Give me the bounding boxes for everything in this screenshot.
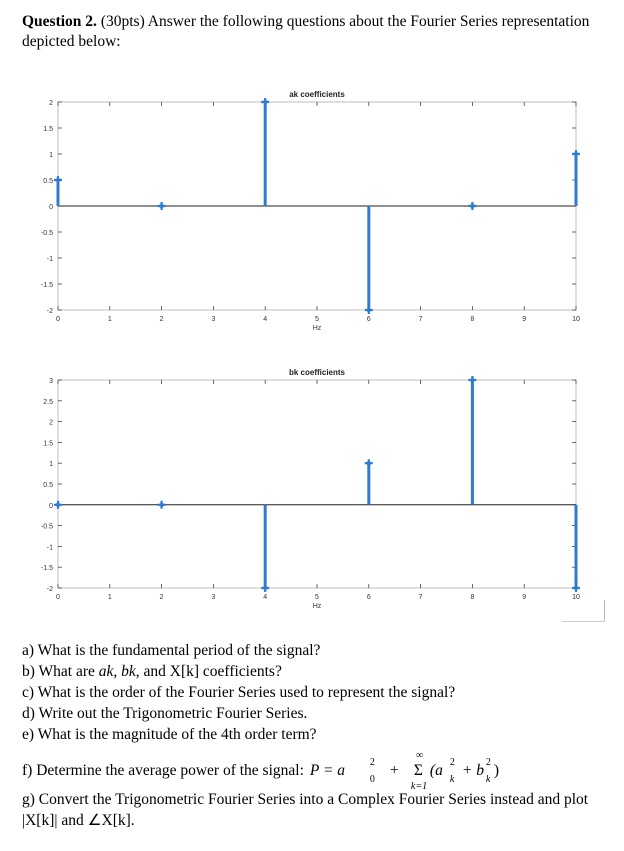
bk-title: bk coefficients xyxy=(288,368,346,377)
question-b-sep: , xyxy=(113,663,122,680)
formula-sum-lower: k=1 xyxy=(410,781,428,792)
ak-point-4 xyxy=(263,100,267,104)
ak-ytick-label: 0.5 xyxy=(43,178,53,185)
formula-ak-sub: k xyxy=(449,774,455,785)
formula-paren-close: ) xyxy=(493,762,500,779)
bk-xlabel: Hz xyxy=(312,603,322,610)
bk-svg xyxy=(22,362,582,618)
ak-ytick-label: -1 xyxy=(46,256,53,263)
ak-ytick-label: 1.5 xyxy=(43,126,53,133)
bk-ytick-label: 0 xyxy=(49,502,53,510)
bk-xtick-label: 5 xyxy=(315,594,319,601)
bk-xtick-label: 8 xyxy=(470,594,475,601)
bk-ytick-label: 0.5 xyxy=(43,482,53,489)
bk-point-2 xyxy=(159,503,163,507)
question-b-prefix: b) What are xyxy=(22,663,99,680)
formula-a0-sup: 2 xyxy=(369,757,375,768)
ak-coefficients-plot xyxy=(22,84,582,340)
average-power-formula xyxy=(309,750,520,792)
formula-plus-b: + b xyxy=(461,762,484,779)
ak-xtick-label: 8 xyxy=(470,316,475,323)
divider-vertical xyxy=(604,600,605,622)
question-a: a) What is the fundamental period of the signal? xyxy=(22,642,321,659)
question-b-ak: ak xyxy=(98,663,114,680)
bk-ytick-label: 2.5 xyxy=(43,398,53,406)
bk-xtick-label: 0 xyxy=(56,594,60,601)
formula-plus: + xyxy=(389,762,399,779)
bk-ytick-label: 3 xyxy=(49,378,53,385)
ak-xtick-label: 9 xyxy=(522,316,527,323)
question-c: c) What is the order of the Fourier Series used to represent the signal? xyxy=(22,684,456,701)
bk-xtick-label: 1 xyxy=(107,594,112,601)
question-b-bk: bk xyxy=(121,663,136,680)
ak-xtick-label: 5 xyxy=(315,316,319,323)
bk-ytick-label: -0.5 xyxy=(40,523,53,531)
question-number: Question 2. xyxy=(22,13,97,30)
formula-a0-sub: 0 xyxy=(369,774,375,785)
ak-xtick-label: 4 xyxy=(263,316,268,323)
question-f-text: f) Determine the average power of the signal: xyxy=(22,762,304,779)
ak-point-10 xyxy=(574,152,578,156)
formula-bk-sup: 2 xyxy=(485,757,491,768)
ak-title: ak coefficients xyxy=(289,90,345,99)
ak-ytick-label: 1 xyxy=(49,152,53,159)
bk-xtick-label: 9 xyxy=(522,594,527,601)
question-g: g) Convert the Trigonometric Fourier Series into a Complex Fourier Series instead and plot |X[k]| and ∠X[k]. xyxy=(22,791,589,829)
bk-xtick-label: 4 xyxy=(263,594,268,601)
formula-sum-upper: ∞ xyxy=(415,750,424,761)
ak-ytick-label: 0 xyxy=(49,204,53,211)
bk-ytick-label: -1 xyxy=(46,544,53,552)
bk-xtick-label: 2 xyxy=(159,594,164,601)
ak-point-0 xyxy=(56,178,60,182)
ak-xtick-label: 3 xyxy=(211,316,216,323)
question-d: d) Write out the Trigonometric Fourier Series. xyxy=(22,705,308,722)
ak-xtick-label: 0 xyxy=(56,316,60,323)
question-list xyxy=(22,640,612,831)
ak-xtick-label: 10 xyxy=(572,316,580,323)
ak-xlabel: Hz xyxy=(312,325,322,332)
question-points: (30pts) xyxy=(100,13,145,30)
ak-xtick-label: 6 xyxy=(366,316,371,323)
ak-ytick-label: -1.5 xyxy=(40,282,53,289)
bk-point-6 xyxy=(367,461,371,465)
ak-xtick-label: 2 xyxy=(159,316,164,323)
bk-ytick-label: -1.5 xyxy=(40,565,53,573)
bk-frame xyxy=(58,380,576,588)
ak-point-6 xyxy=(367,308,371,312)
formula-sigma: Σ xyxy=(413,762,423,779)
bk-ytick-label: 1 xyxy=(49,461,53,469)
bk-ytick-label: 1.5 xyxy=(43,440,53,448)
ak-ytick-label: 2 xyxy=(49,100,53,107)
ak-xtick-label: 1 xyxy=(107,316,112,323)
bk-ytick-label: 2 xyxy=(49,419,53,427)
ak-ytick-label: -2 xyxy=(46,308,53,315)
formula-paren-open: (a xyxy=(429,762,443,779)
bk-xtick-label: 6 xyxy=(366,594,371,601)
question-b xyxy=(22,661,612,682)
ak-point-8 xyxy=(470,204,474,208)
question-e: e) What is the magnitude of the 4th order term? xyxy=(22,726,317,743)
bk-point-10 xyxy=(574,586,578,590)
bk-coefficients-plot xyxy=(22,362,582,618)
bk-xtick-label: 3 xyxy=(211,594,216,601)
formula-lhs: P = a xyxy=(309,762,346,779)
question-intro: Answer the following questions about the Fourier Series representation depicted below: xyxy=(22,13,590,50)
bk-point-0 xyxy=(56,503,60,507)
bk-xtick-label: 10 xyxy=(572,594,580,601)
question-header xyxy=(22,12,612,52)
formula-bk-sub: k xyxy=(485,774,491,785)
question-b-suffix: , and X[k] coefficients? xyxy=(135,663,282,680)
bk-xtick-label: 7 xyxy=(418,594,423,601)
formula-ak-sup: 2 xyxy=(449,757,455,768)
bk-ytick-label: -2 xyxy=(46,586,53,593)
ak-svg xyxy=(22,84,582,340)
ak-ytick-label: -0.5 xyxy=(40,230,53,237)
ak-xtick-label: 7 xyxy=(418,316,423,323)
question-f xyxy=(22,750,612,792)
ak-point-2 xyxy=(159,204,163,208)
bk-point-8 xyxy=(470,378,474,382)
divider-horizontal xyxy=(562,621,605,622)
bk-point-4 xyxy=(263,586,267,590)
